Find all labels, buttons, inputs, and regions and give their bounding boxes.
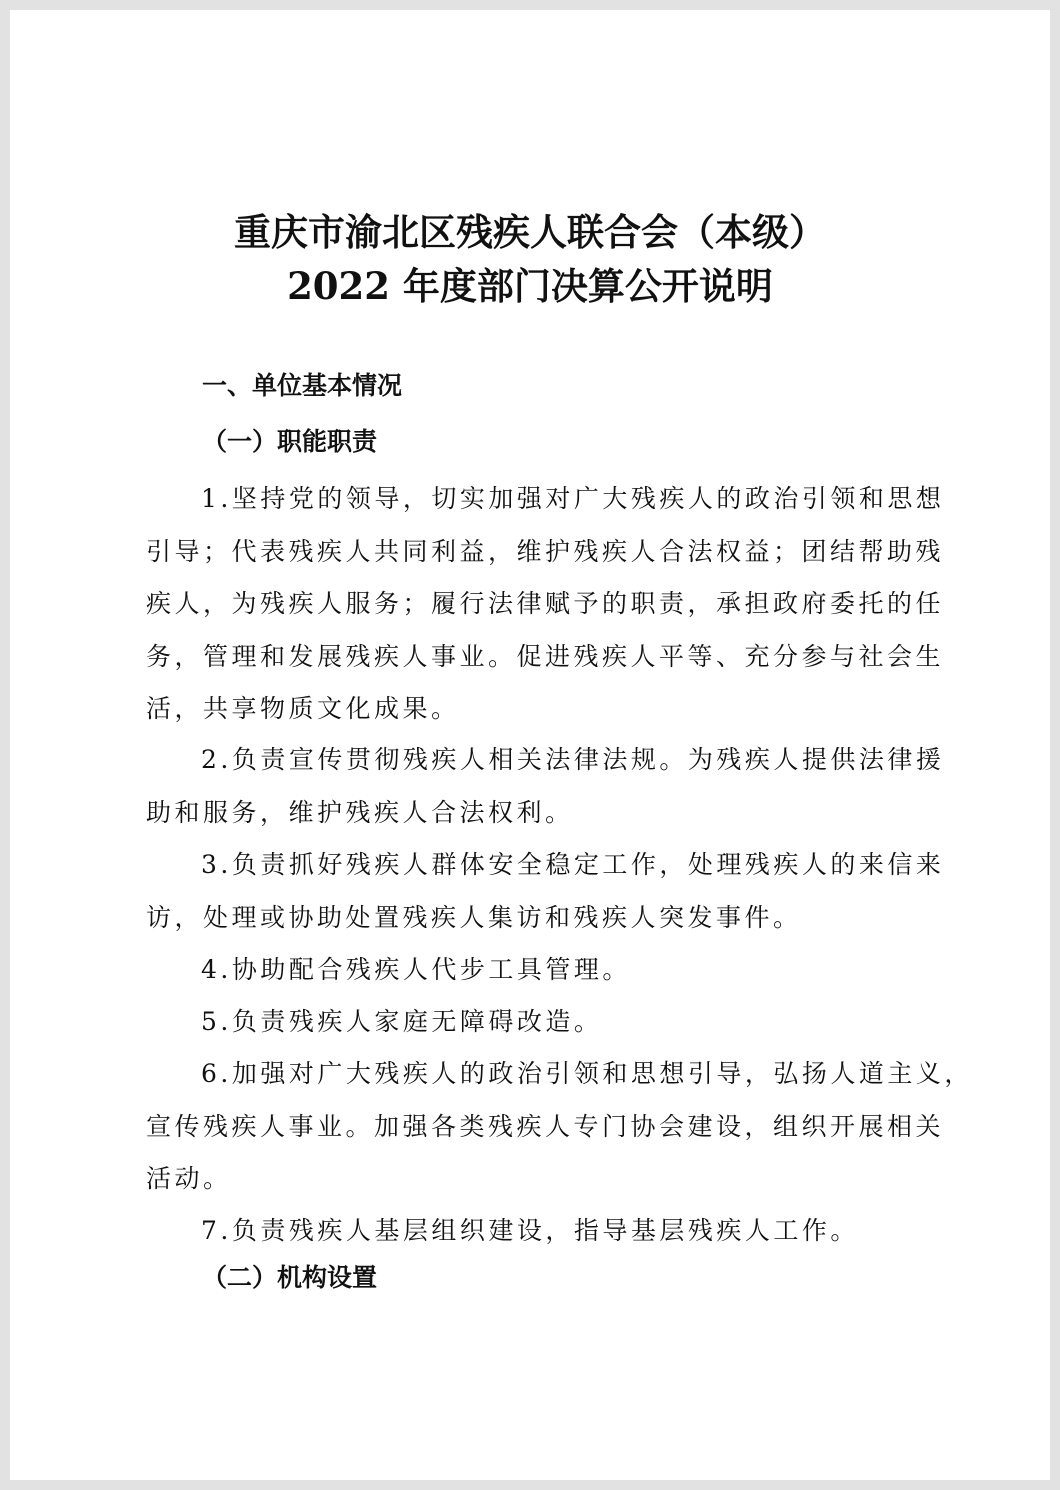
subsection-heading-organization: （二）机构设置 [202, 1263, 378, 1292]
paragraph-duty-1 [146, 473, 946, 736]
paragraph-duty-6 [146, 1048, 973, 1206]
paragraph-line: 1.坚持党的领导，切实加强对广大残疾人的政治引领和思想 [201, 484, 945, 513]
paragraph-duty-7 [146, 1205, 946, 1258]
subsection-heading-duties: （一）职能职责 [202, 427, 378, 456]
paragraph-line: 6.加强对广大残疾人的政治引领和思想引导，弘扬人道主义， [201, 1059, 973, 1088]
paragraph-duty-4 [146, 944, 946, 997]
paragraph-line: 5.负责残疾人家庭无障碍改造。 [201, 1007, 603, 1036]
paragraph-line: 引导；代表残疾人共同利益，维护残疾人合法权益；团结帮助残 [146, 536, 945, 566]
paragraph-line: 助和服务，维护残疾人合法权利。 [146, 797, 574, 827]
paragraph-line: 3.负责抓好残疾人群体安全稳定工作，处理残疾人的来信来 [201, 850, 945, 879]
paragraph-line: 访，处理或协助处置残疾人集访和残疾人突发事件。 [146, 902, 802, 932]
paragraph-line: 疾人，为残疾人服务；履行法律赋予的职责，承担政府委托的任 [146, 589, 945, 618]
section-heading-basic-info: 一、单位基本情况 [202, 371, 403, 400]
paragraph-line: 4.协助配合残疾人代步工具管理。 [201, 955, 631, 984]
paragraph-duty-3 [146, 839, 946, 944]
document-title-line1: 重庆市渝北区残疾人联合会（本级） [234, 210, 826, 254]
paragraph-line: 7.负责残疾人基层组织建设，指导基层残疾人工作。 [201, 1216, 859, 1245]
document-title-line2: 2022 年度部门决算公开说明 [287, 264, 773, 308]
paragraph-duty-2 [146, 734, 946, 839]
paragraph-duty-5 [146, 996, 946, 1049]
paragraph-line: 活动。 [146, 1164, 232, 1193]
paragraph-line: 宣传残疾人事业。加强各类残疾人专门协会建设，组织开展相关 [146, 1111, 945, 1141]
paragraph-line: 活，共享物质文化成果。 [146, 694, 460, 723]
paragraph-line: 务，管理和发展残疾人事业。促进残疾人平等、充分参与社会生 [146, 641, 945, 671]
paragraph-line: 2.负责宣传贯彻残疾人相关法律法规。为残疾人提供法律援 [201, 745, 945, 774]
document-page [10, 10, 1050, 1480]
